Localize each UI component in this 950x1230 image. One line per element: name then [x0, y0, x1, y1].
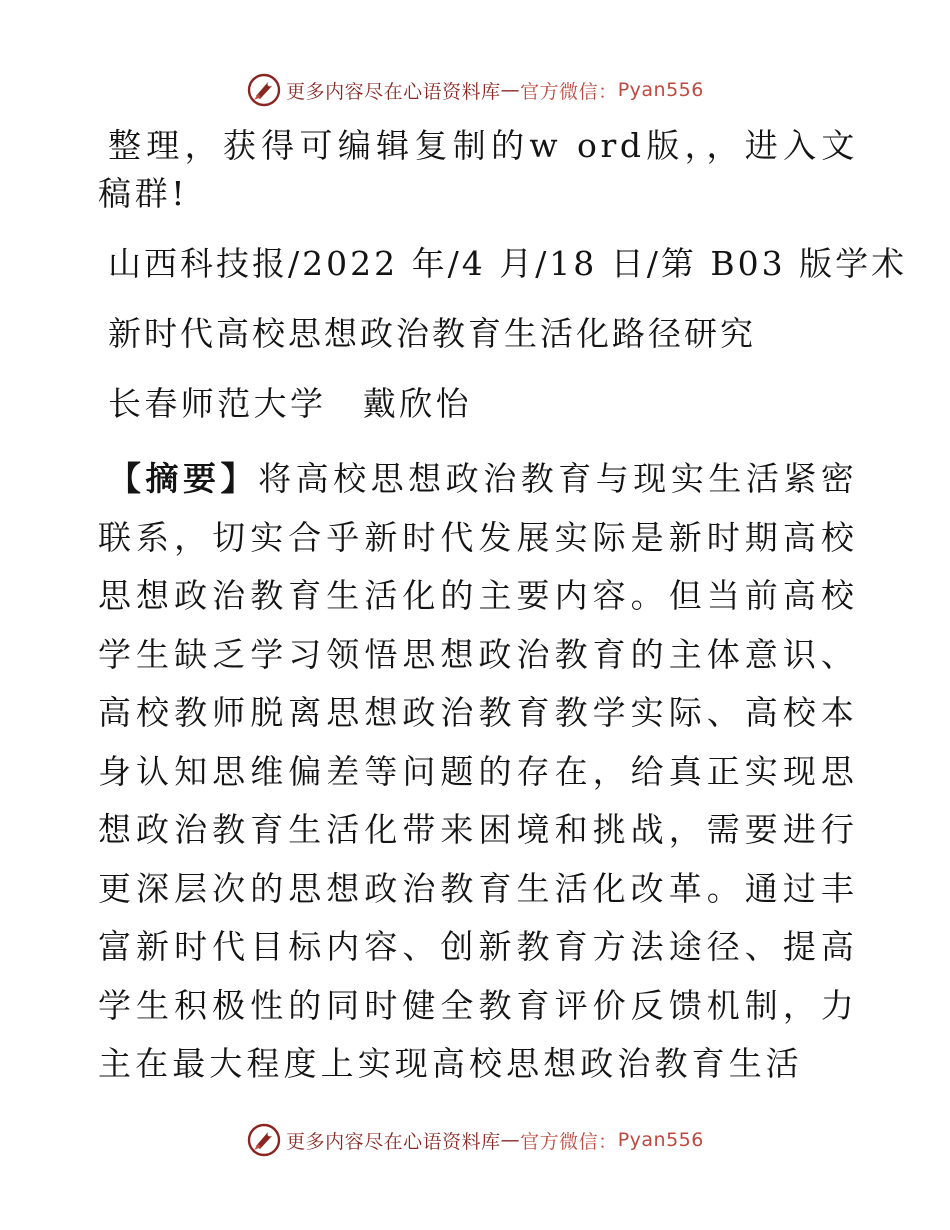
intro-paragraph: 整理，获得可编辑复制的w ord版，，进入文稿群! [98, 126, 858, 213]
author-line: 长春师范大学 戴欣怡 [108, 384, 472, 423]
header-banner-dash: — [500, 79, 521, 101]
header-wechat-label: 官方微信： [520, 80, 618, 103]
library-logo-icon [246, 1122, 282, 1158]
article-title: 新时代高校思想政治教育生活化路径研究 [108, 314, 756, 353]
footer-banner [0, 1120, 950, 1160]
footer-banner-text: 更多内容尽在心语资料库 [286, 1130, 501, 1153]
source-line: 山西科技报/2022 年/4 月/18 日/第 B03 版学术 [108, 244, 908, 283]
abstract-paragraph [98, 450, 858, 1094]
footer-wechat-id: Pyan556 [617, 1129, 704, 1151]
footer-wechat-label: 官方微信： [520, 1130, 618, 1153]
header-banner [0, 70, 950, 110]
abstract-label: 【摘要】 [108, 459, 259, 498]
header-banner-text: 更多内容尽在心语资料库 [286, 80, 501, 103]
abstract-text: 将高校思想政治教育与现实生活紧密联系，切实合乎新时代发展实际是新时期高校思想政治教育生活化的主要内容。但当前高校学生缺乏学习领悟思想政治教育的主体意识、高校教师脱离思想政治教育教学实际、高校本身认知思维偏差等问题的存在，给真正实现思想政治教育生活化带来困境和挑战，需要进行更深层次的思想政治教育生活化改革。通过丰富新时代目标内容、创新教育方法途径、提高学生积极性的同时健全教育评价反馈机制，力主在最大程度上实现高校思想政治教育生活 [98, 459, 858, 1083]
footer-banner-dash: — [500, 1129, 521, 1151]
document-body [98, 122, 908, 1094]
header-wechat-id: Pyan556 [617, 79, 704, 101]
library-logo-icon [246, 72, 282, 108]
